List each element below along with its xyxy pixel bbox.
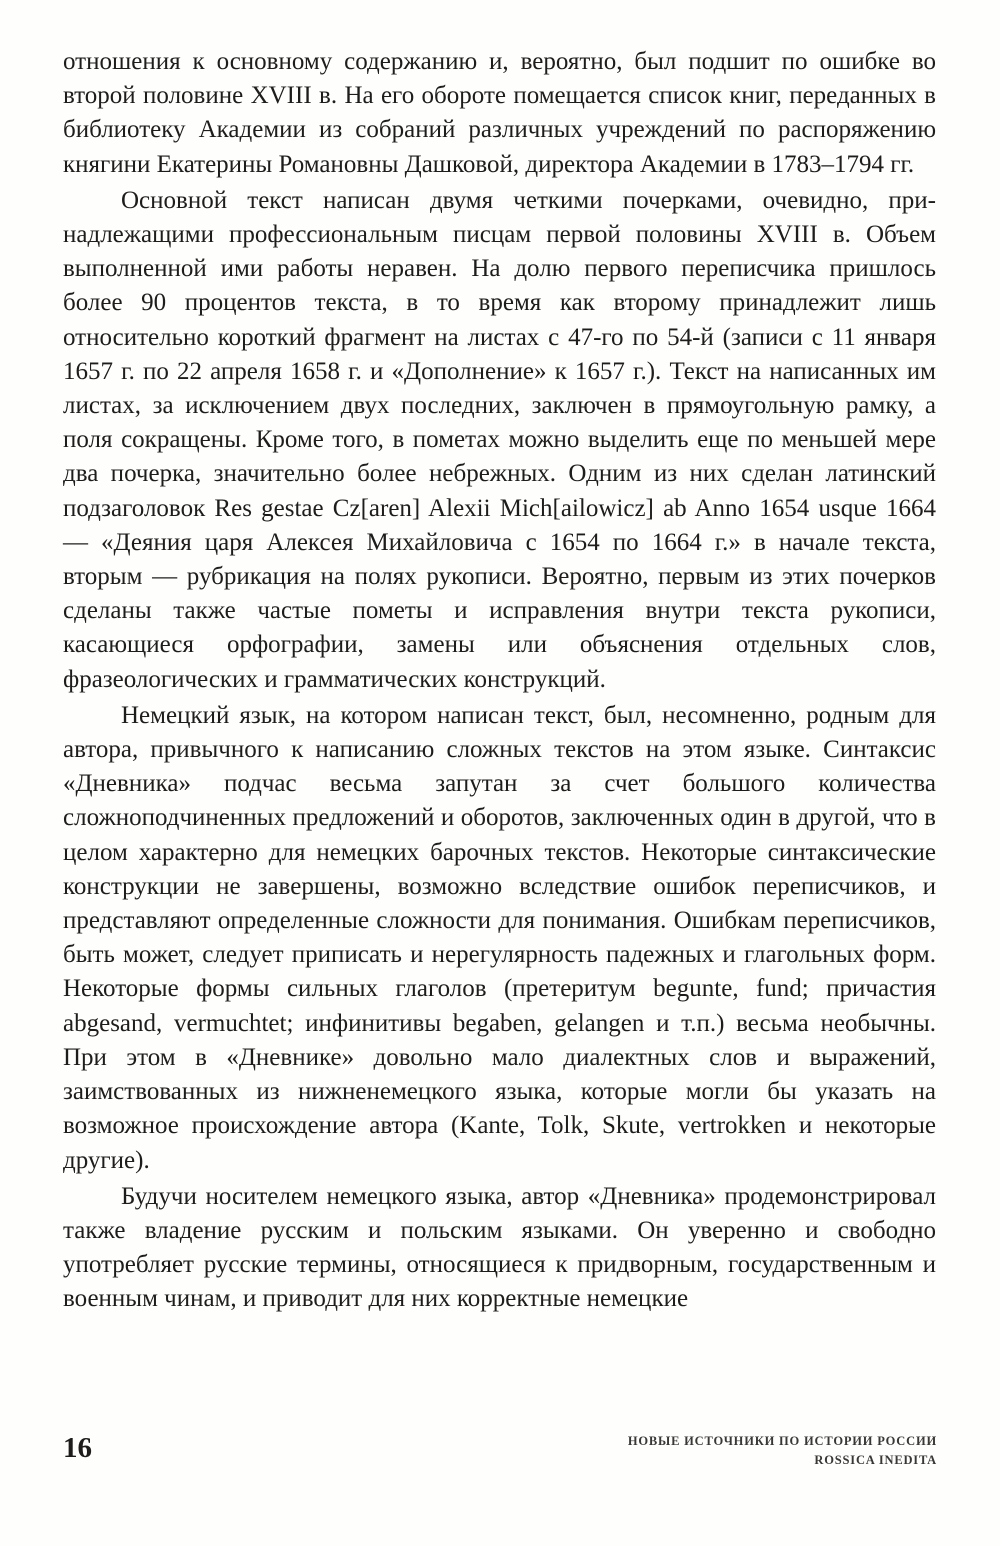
series-subtitle: ROSSICA INEDITA [814, 1453, 937, 1467]
page-number: 16 [63, 1432, 92, 1464]
body-text [63, 45, 936, 1317]
paragraph-language: Немецкий язык, на котором написан текст, был, несомненно, родным для автора, привычного к написанию сложных текстов на этом языке. Синтаксис «Дневника» подчас весьма запутан за счет большого количества сложноподчиненных предложений и оборотов, заключенных один в другой, что в целом характерно для немецких барочных текстов. Некоторые синтаксические конструкции не завершены, возможно вследствие ошибок переписчиков, и представляют определенные сложности для понимания. Ошибкам переписчиков, быть может, следует приписать и нерегулярность падежных и глагольных форм. Некоторые формы сильных глаголов (претеритум begunte, fund; причастия abgesand, vermuchtet; инфинитивы begaben, gelangen и т.п.) весьма необычны. При этом в «Дневнике» довольно мало диалектных слов и выражений, заимствованных из нижненемецкого языка, которые могли бы указать на возможное происхождение автора (Kante, Tolk, Skute, vertrokken и некоторые другие). [63, 701, 936, 1174]
paragraph-russian-polish: Будучи носителем немецкого языка, автор «Дневника» продемонстрировал также владение русским и польским языками. Он уверенно и свободно употребляет русские термины, относящиеся к придворным, государственным и военным чинам, и приводит для них корректные немецкие [63, 1182, 936, 1313]
running-footer [628, 1432, 937, 1470]
paragraph-handwriting: Основной текст написан двумя четкими почерками, очевидно, принадлежащими профессиональным писцам первой половины XVIII в. Объем выполненной ими работы неравен. На долю первого переписчика пришлось более 90 процентов текста, в то время как второму принадлежит лишь относительно короткий фрагмент на листах с 47-го по 54-й (записи с 11 января 1657 г. по 22 апреля 1658 г. и «Дополнение» к 1657 г.). Текст на написанных им листах, за исключением двух последних, заключен в прямоугольную рамку, а поля сокращены. Кроме того, в пометах можно выделить еще по меньшей мере два почерка, значительно более небрежных. Одним из них сделан латинский подзаголовок Res gestae Cz[aren] Alexii Mich[ailowicz] ab Anno 1654 usque 1664 — «Деяния царя Алексея Михайловича с 1654 по 1664 г.» в начале текста, вторым — рубрикация на полях рукописи. Вероятно, первым из этих почерков сделаны также частые пометы и исправления внутри текста рукописи, касающиеся орфографии, замены или объяснения отдельных слов, фразеологических и грамматических конструкций. [63, 186, 936, 693]
paragraph-continued: отношения к основному содержанию и, вероятно, был подшит по ошибке во второй половине XVIII в. На его обороте помещается список книг, переданных в библиотеку Академии из собраний различных учреждений по распоряжению княгини Екатерины Романовны Дашковой, директора Академии в 1783–1794 гг. [63, 48, 936, 178]
series-title: НОВЫЕ ИСТОЧНИКИ ПО ИСТОРИИ РОССИИ [627, 1434, 937, 1448]
